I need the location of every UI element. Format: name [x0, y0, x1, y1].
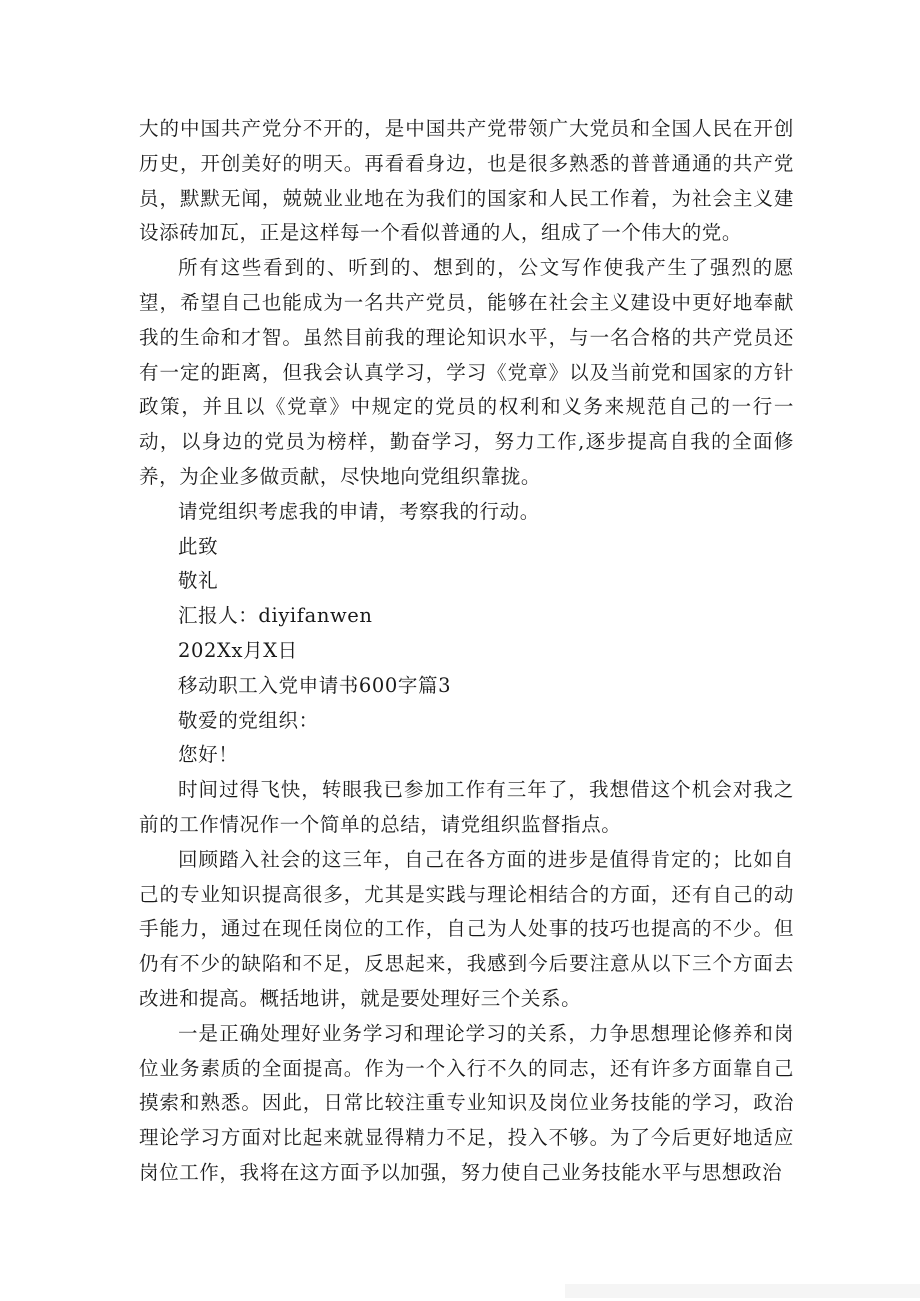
closing-regards: 敬礼: [178, 569, 219, 593]
paragraph-wish-to-join: 所有这些看到的、听到的、想到的，公文写作使我产生了强烈的愿望，希望自己也能成为一名共产党员，能够在社会主义建设中更好地奉献我的生命和才智。虽然目前我的理论知识水平，与一名合格的共产党员还有一定的距离，但我会认真学习，学习《党章》以及当前党和国家的方针政策，并且以《党章》中规定的党员的权利和义务来规范自己的一行一动，以身边的党员为榜样，勤奋学习，努力工作,逐步提高自我的全面修养，为企业多做贡献，尽快地向党组织靠拢。: [139, 256, 794, 488]
closing-salutation: 此致: [178, 534, 219, 558]
letter-greeting-recipient: 敬爱的党组织：: [178, 708, 319, 732]
paragraph-first-relationship: 一是正确处理好业务学习和理论学习的关系，力争思想理论修养和岗位业务素质的全面提高。作为一个入行不久的同志，还有许多方面靠自己摸索和熟悉。因此，日常比较注重专业知识及岗位业务技能的学习，政治理论学习方面对比起来就显得精力不足，投入不够。为了今后更好地适应岗位工作，我将在这方面予以加强，努力使自己业务技能水平与思想政治: [139, 1021, 794, 1184]
paragraph-three-years-summary: 时间过得飞快，转眼我已参加工作有三年了，我想借这个机会对我之前的工作情况作一个简单的总结，请党组织监督指点。: [139, 778, 794, 836]
letter-date: 202Xx月X日: [178, 638, 298, 662]
page-footer-band: [0, 1281, 920, 1301]
paragraph-request-review: 请党组织考虑我的申请，考察我的行动。: [178, 499, 540, 523]
document-body: [139, 112, 794, 1191]
section-title-article-3: 移动职工入党申请书600字篇3: [178, 673, 452, 697]
footer-shade-divider: [565, 1284, 920, 1298]
paragraph-continued-party-history: 大的中国共产党分不开的，是中国共产党带领广大党员和全国人民在开创历史，开创美好的明天。再看看身边，也是很多熟悉的普普通通的共产党员，默默无闻，兢兢业业地在为我们的国家和人民工作着，为社会主义建设添砖加瓦，正是这样每一个看似普通的人，组成了一个伟大的党。: [139, 117, 794, 245]
paragraph-review-progress: 回顾踏入社会的这三年，自己在各方面的进步是值得肯定的；比如自己的专业知识提高很多，尤其是实践与理论相结合的方面，还有自己的动手能力，通过在现任岗位的工作，自己为人处事的技巧也提高的不少。但仍有不少的缺陷和不足，反思起来，我感到今后要注意从以下三个方面去改进和提高。概括地讲，就是要处理好三个关系。: [139, 847, 794, 1010]
letter-greeting-hello: 您好！: [178, 743, 239, 767]
reporter-signature: 汇报人：diyifanwen: [178, 604, 373, 628]
